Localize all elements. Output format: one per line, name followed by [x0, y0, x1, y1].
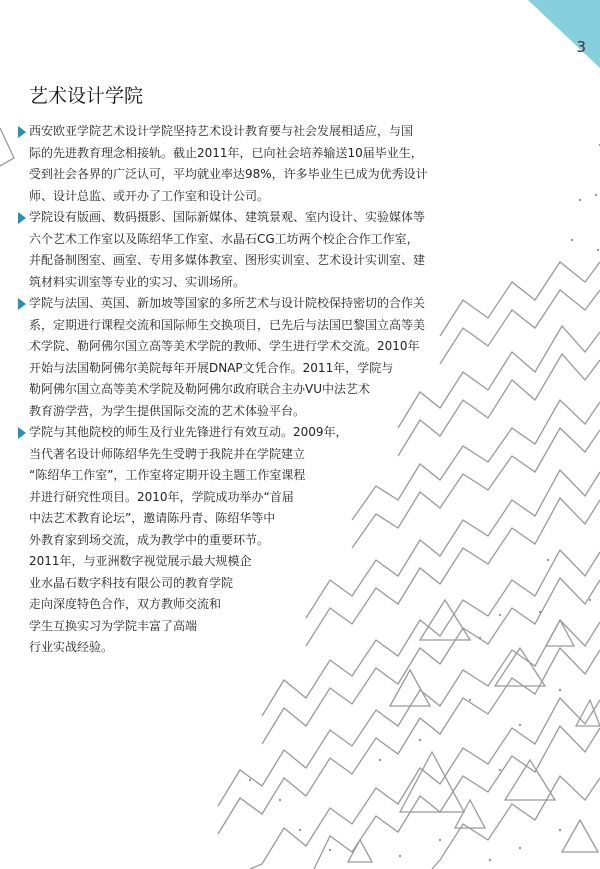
text-line: 并进行研究性项目。2010年，学院成功举办“首届	[29, 489, 294, 504]
triangle-right-icon	[18, 298, 26, 310]
text-line: 学院与法国、英国、新加坡等国家的多所艺术与设计院校保持密切的合作关	[29, 296, 426, 310]
text-line: 师、设计总监、或开办了工作室和设计公司。	[29, 188, 270, 203]
text-line: 走向深度特色合作，双方教师交流和	[29, 597, 222, 611]
page-title: 艺术设计学院	[29, 85, 144, 107]
text-line: “陈绍华工作室”，工作室将定期开设主题工作室课程	[29, 468, 306, 482]
paragraph-overview	[29, 121, 439, 207]
triangle-right-icon	[18, 427, 26, 439]
text-line: 业水晶石数字科技有限公司的教育学院	[29, 575, 234, 590]
page-number: 3	[576, 38, 586, 56]
paragraph-international	[29, 293, 439, 422]
text-line: 中法艺术教育论坛”，邀请陈丹青、陈绍华等中	[29, 511, 276, 525]
text-line: 学生互换实习为学院丰富了高端	[29, 618, 198, 633]
text-line: 并配备制图室、画室、专用多媒体教室、图形实训室、艺术设计实训室、建	[29, 253, 426, 267]
text-line: 西安欧亚学院艺术设计学院坚持艺术设计教育要与社会发展相适应，与国	[29, 124, 414, 138]
triangle-right-icon	[18, 212, 26, 224]
paragraph-industry	[29, 422, 439, 659]
text-line: 学院设有版画、数码摄影、国际新媒体、建筑景观、室内设计、实验媒体等	[29, 210, 426, 224]
text-line: 开始与法国勒阿佛尔美院每年开展DNAP文凭合作。2011年，学院与	[29, 360, 394, 375]
text-line: 当代著名设计师陈绍华先生受聘于我院并在学院建立	[29, 446, 306, 461]
triangle-right-icon	[18, 126, 26, 138]
body-text	[29, 121, 439, 659]
text-line: 外教育家到场交流，成为教学中的重要环节。	[29, 532, 270, 547]
text-line: 受到社会各界的广泛认可，平均就业率达98%，许多毕业生已成为优秀设计	[29, 167, 428, 181]
text-line: 际的先进教育理念相接轨。截止2011年，已向社会培养输送10届毕业生，	[29, 145, 423, 160]
text-line: 学院与其他院校的师生及行业先锋进行有效互动。2009年，	[29, 425, 348, 439]
text-line: 教育游学营，为学生提供国际交流的艺术体验平台。	[29, 403, 306, 418]
text-line: 筑材料实训室等专业的实习、实训场所。	[29, 274, 246, 289]
text-line: 勒阿佛尔国立高等美术学院及勒阿佛尔政府联合主办VU中法艺术	[29, 382, 370, 396]
text-line: 术学院、勒阿佛尔国立高等美术学院的教师、学生进行学术交流。2010年	[29, 339, 420, 353]
corner-accent-triangle	[528, 0, 600, 68]
text-line: 系，定期进行课程交流和国际师生交换项目，已先后与法国巴黎国立高等美	[29, 317, 426, 332]
text-line: 六个艺术工作室以及陈绍华工作室、水晶石CG工坊两个校企合作工作室，	[29, 231, 419, 246]
text-line: 行业实战经验。	[29, 640, 114, 654]
paragraph-studios	[29, 207, 439, 293]
text-line: 2011年，与亚洲数字视觉展示最大规模企	[29, 554, 252, 568]
